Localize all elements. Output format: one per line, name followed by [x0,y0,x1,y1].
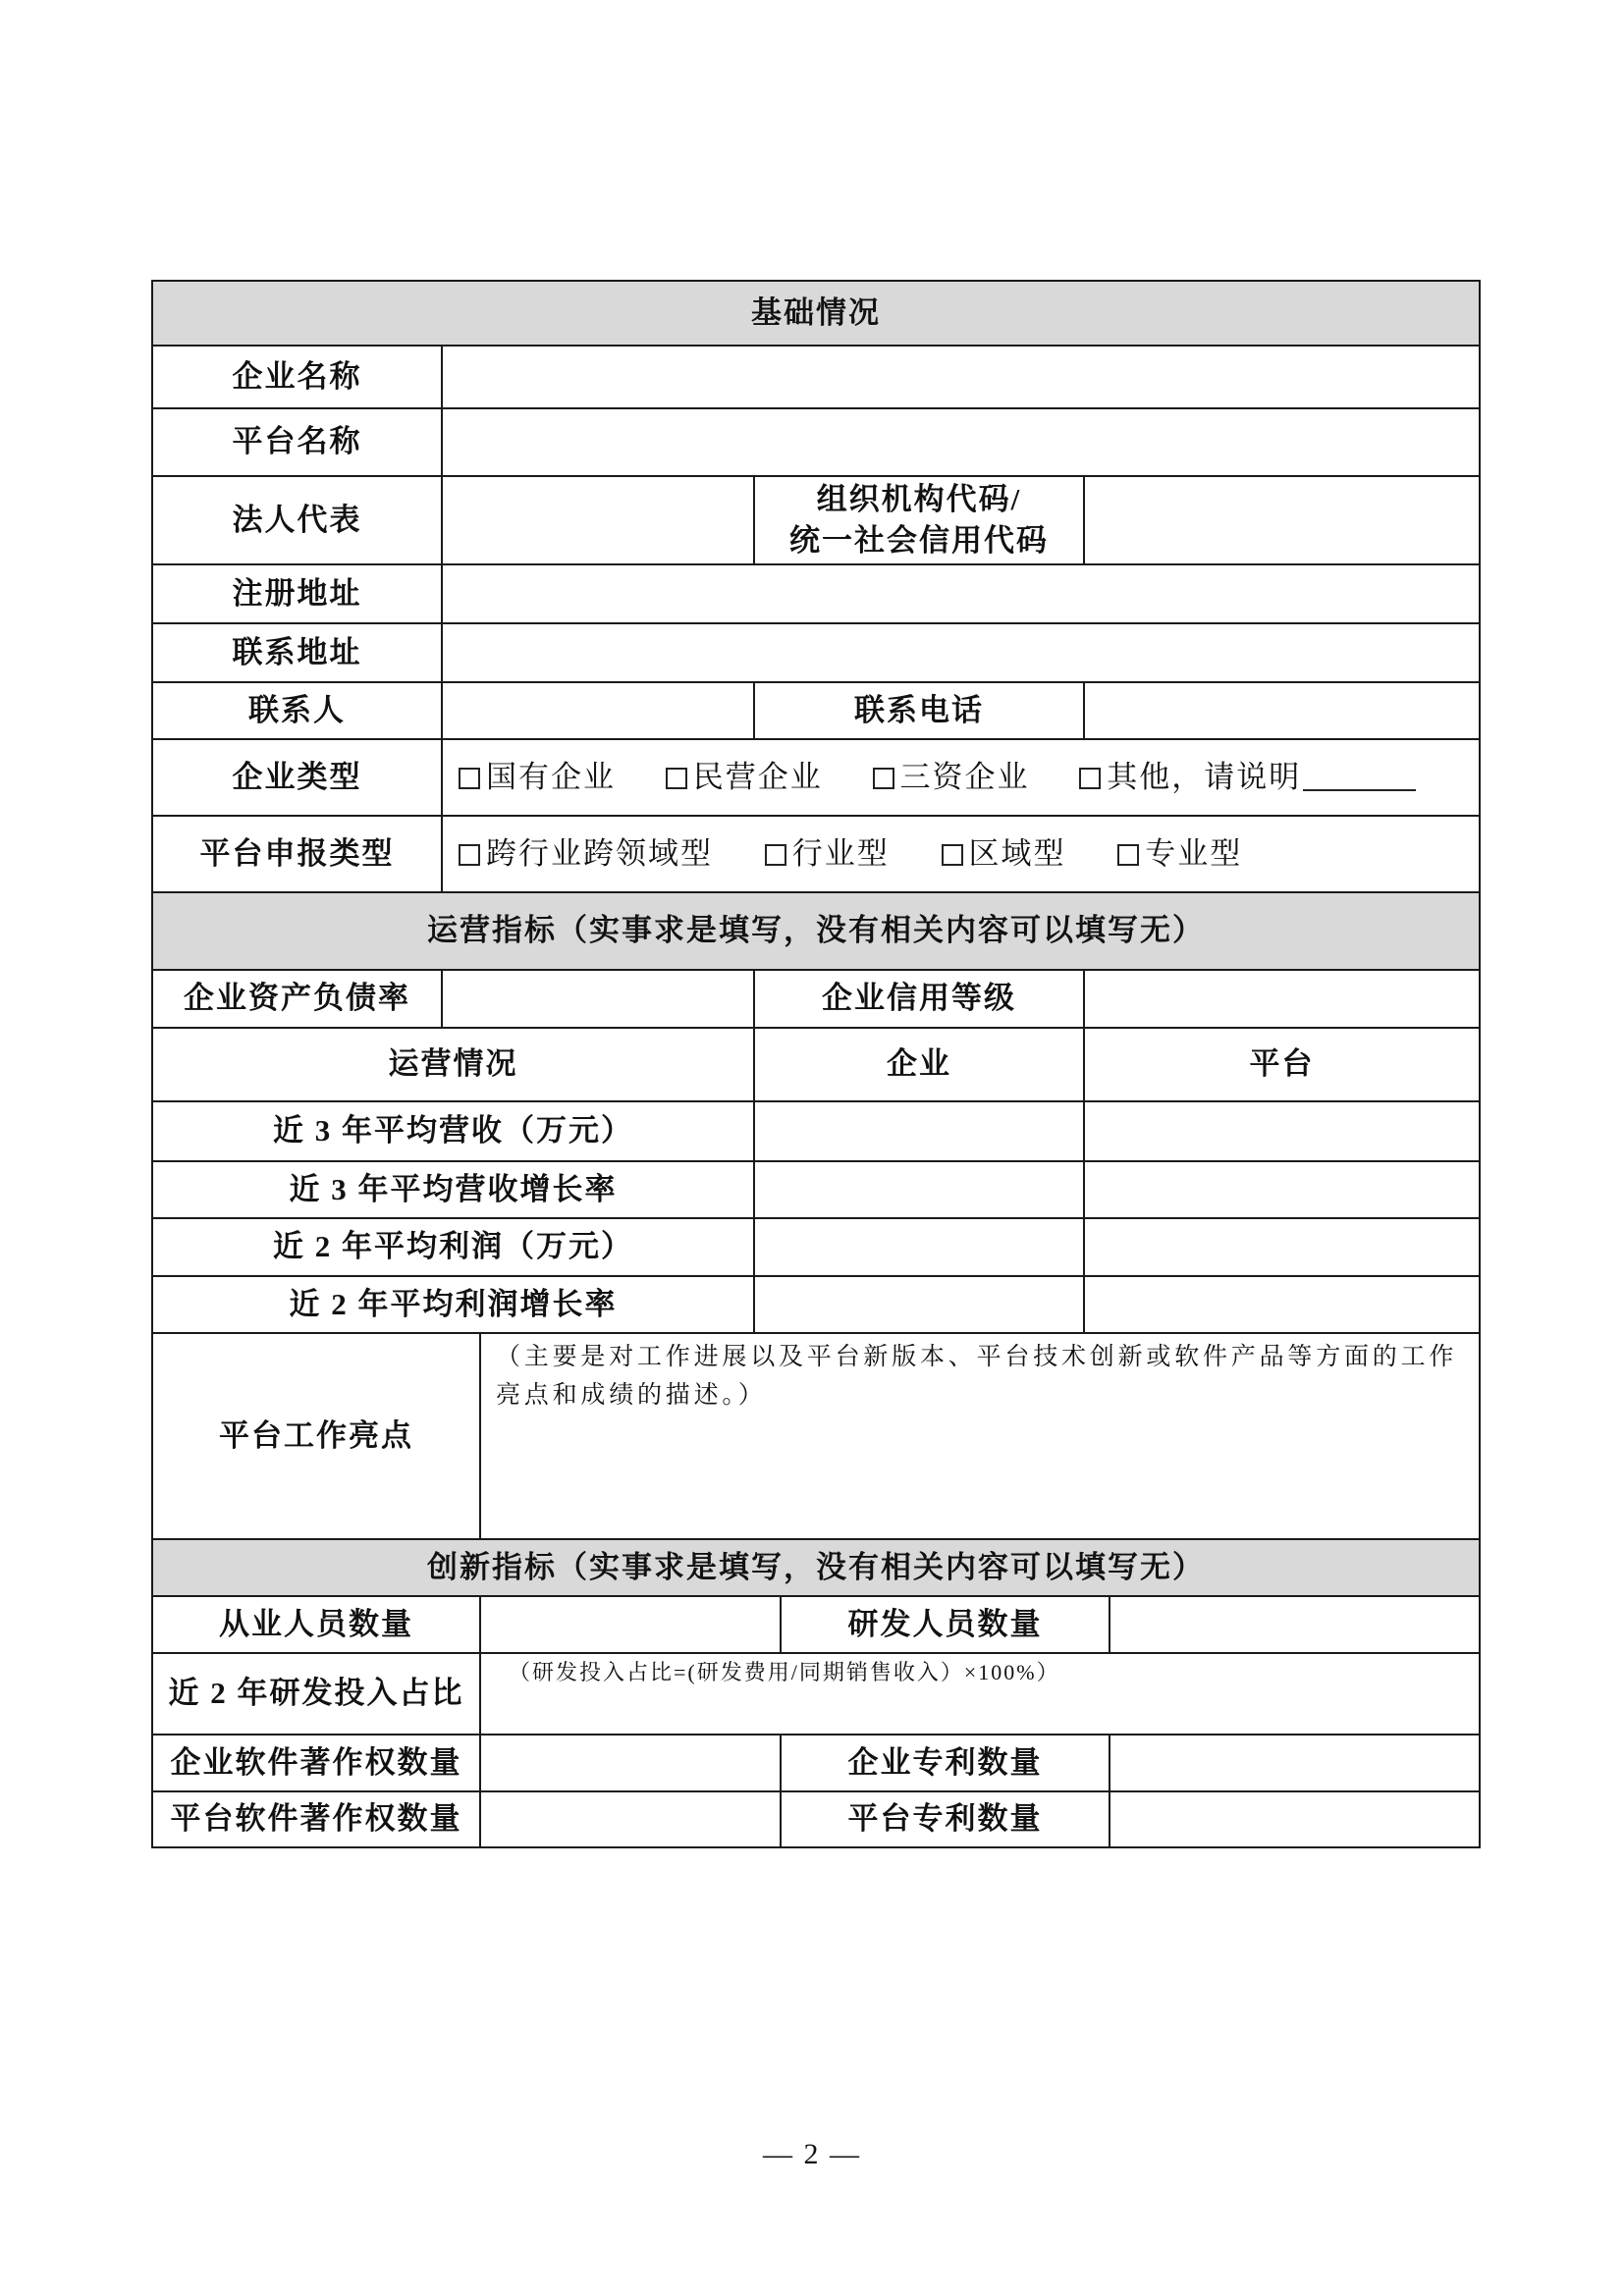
highlights-field[interactable] [480,1334,1480,1539]
revenue-growth-platform-field[interactable] [1084,1161,1480,1218]
platform-patent-field[interactable] [1110,1791,1480,1847]
revenue-growth-company-field[interactable] [754,1161,1084,1218]
table-row [152,1161,1480,1218]
rd-staff-field[interactable] [1110,1596,1480,1653]
contact-address-field[interactable] [442,623,1480,682]
checkbox[interactable] [873,768,894,789]
checkbox[interactable] [459,844,480,866]
option-label: 区域型 [968,835,1066,871]
avg-profit-label: 近 2 年平均利润（万元） [152,1218,754,1276]
contact-person-label: 联系人 [152,682,442,739]
option-label: 行业型 [791,835,890,871]
employees-label: 从业人员数量 [152,1596,480,1653]
company-copyright-field[interactable] [480,1735,781,1791]
rd-ratio-label: 近 2 年研发投入占比 [152,1653,480,1735]
revenue-growth-label: 近 3 年平均营收增长率 [152,1161,754,1218]
option-label: 其他，请说明 [1107,759,1302,794]
debt-ratio-field[interactable] [442,970,754,1028]
avg-profit-platform-field[interactable] [1084,1218,1480,1276]
checkbox[interactable] [666,768,687,789]
application-form [151,280,1479,1848]
other-type-blank[interactable] [1303,764,1416,791]
company-type-label: 企业类型 [152,739,442,816]
platform-type-option-industry[interactable] [762,834,890,874]
table-row [152,1276,1480,1333]
employees-field[interactable] [480,1596,781,1653]
platform-type-label: 平台申报类型 [152,816,442,892]
rd-staff-label: 研发人员数量 [781,1596,1110,1653]
option-label: 专业型 [1145,835,1243,871]
page-number: — 2 — [763,2138,861,2170]
platform-type-option-cross-industry[interactable] [456,834,713,874]
basic-and-operations-table [151,280,1481,1334]
option-label: 三资企业 [899,759,1030,794]
highlights-hint: （主要是对工作进展以及平台新版本、平台技术创新或软件产品等方面的工作亮点和成绩的描述。） [496,1344,1458,1409]
registered-address-label: 注册地址 [152,564,442,623]
company-type-option-other[interactable] [1076,758,1416,797]
credit-rating-field[interactable] [1084,970,1480,1028]
org-code-label-line2: 统一社会信用代码 [789,523,1049,558]
company-name-label: 企业名称 [152,346,442,408]
company-type-option-foreign-invested[interactable] [870,758,1030,797]
checkbox[interactable] [1079,768,1101,789]
company-column-header: 企业 [754,1028,1084,1101]
org-code-field[interactable] [1084,476,1480,564]
basic-info-section-title: 基础情况 [152,281,1480,346]
operations-section-title: 运营指标（实事求是填写，没有相关内容可以填写无） [152,892,1480,970]
platform-name-field[interactable] [442,408,1480,476]
table-row [152,1218,1480,1276]
highlights-label: 平台工作亮点 [152,1334,480,1539]
innovation-section-title: 创新指标（实事求是填写，没有相关内容可以填写无） [152,1539,1480,1596]
checkbox[interactable] [765,844,786,866]
platform-column-header: 平台 [1084,1028,1480,1101]
profit-growth-platform-field[interactable] [1084,1276,1480,1333]
legal-representative-label: 法人代表 [152,476,442,564]
company-patent-field[interactable] [1110,1735,1480,1791]
contact-phone-label: 联系电话 [754,682,1084,739]
option-label: 国有企业 [486,759,616,794]
company-type-options [442,739,1480,816]
company-type-option-state-owned[interactable] [456,758,616,797]
option-label: 跨行业跨领域型 [486,835,713,871]
registered-address-field[interactable] [442,564,1480,623]
company-name-field[interactable] [442,346,1480,408]
rd-ratio-hint: （研发投入占比=(研发费用/同期销售收入）×100%） [509,1660,1060,1684]
profit-growth-company-field[interactable] [754,1276,1084,1333]
avg-revenue-platform-field[interactable] [1084,1101,1480,1161]
checkbox[interactable] [459,768,480,789]
avg-revenue-company-field[interactable] [754,1101,1084,1161]
operations-column-header: 运营情况 [152,1028,754,1101]
contact-phone-field[interactable] [1084,682,1480,739]
platform-type-option-regional[interactable] [939,834,1066,874]
legal-representative-field[interactable] [442,476,754,564]
highlights-and-innovation-table [151,1334,1481,1848]
credit-rating-label: 企业信用等级 [754,970,1084,1028]
platform-patent-label: 平台专利数量 [781,1791,1110,1847]
platform-copyright-field[interactable] [480,1791,781,1847]
company-type-option-private[interactable] [663,758,823,797]
rd-ratio-field[interactable] [480,1653,1480,1735]
contact-person-field[interactable] [442,682,754,739]
table-row [152,1101,1480,1161]
org-code-label-line1: 组织机构代码/ [816,482,1022,516]
avg-profit-company-field[interactable] [754,1218,1084,1276]
debt-ratio-label: 企业资产负债率 [152,970,442,1028]
platform-type-options [442,816,1480,892]
company-copyright-label: 企业软件著作权数量 [152,1735,480,1791]
platform-copyright-label: 平台软件著作权数量 [152,1791,480,1847]
platform-type-option-specialized[interactable] [1114,834,1242,874]
platform-name-label: 平台名称 [152,408,442,476]
org-code-label [754,476,1084,564]
contact-address-label: 联系地址 [152,623,442,682]
profit-growth-label: 近 2 年平均利润增长率 [152,1276,754,1333]
company-patent-label: 企业专利数量 [781,1735,1110,1791]
avg-revenue-label: 近 3 年平均营收（万元） [152,1101,754,1161]
option-label: 民营企业 [692,759,823,794]
checkbox[interactable] [942,844,963,866]
checkbox[interactable] [1117,844,1139,866]
